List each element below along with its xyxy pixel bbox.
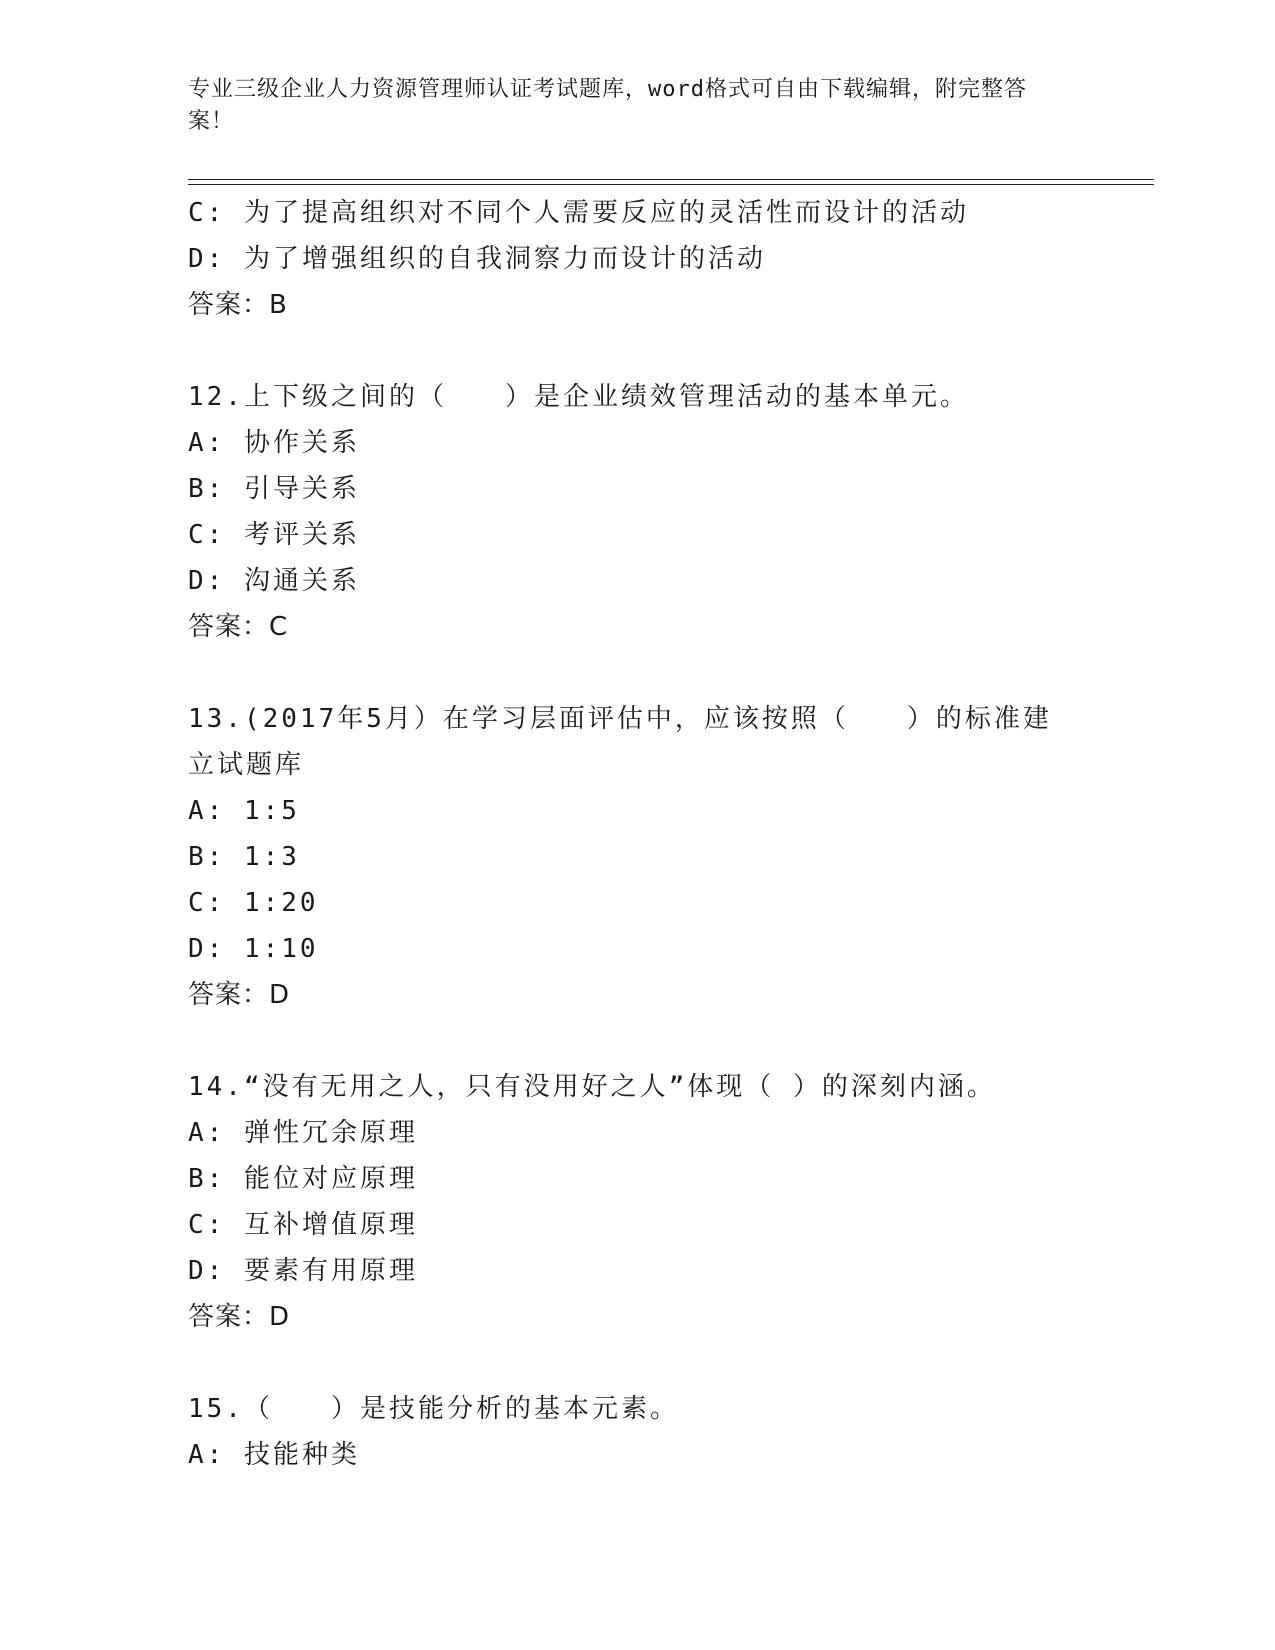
option-a: A: 协作关系	[188, 428, 360, 458]
option-b: B: 能位对应原理	[188, 1164, 418, 1194]
option-a: A: 技能种类	[188, 1440, 360, 1470]
option-d: D: 要素有用原理	[188, 1256, 418, 1286]
question-stem: 12.上下级之间的（ ）是企业绩效管理活动的基本单元。	[188, 382, 969, 412]
answer-line: 答案：B	[188, 290, 288, 320]
option-b: B: 引导关系	[188, 474, 360, 504]
question-stem: 14.“没有无用之人，只有没用好之人”体现（ ）的深刻内涵。	[188, 1072, 996, 1102]
header-divider-bottom	[188, 184, 1154, 185]
option-c: C: 1:20	[188, 888, 319, 918]
question-content	[188, 190, 1088, 1478]
document-header: 专业三级企业人力资源管理师认证考试题库，word格式可自由下载编辑，附完整答案！	[188, 77, 1027, 134]
option-d: D: 为了增强组织的自我洞察力而设计的活动	[188, 244, 766, 274]
option-b: B: 1:3	[188, 842, 300, 872]
option-a: A: 1:5	[188, 796, 300, 826]
answer-line: 答案：D	[188, 1302, 291, 1332]
header-divider-top	[188, 179, 1154, 180]
option-d: D: 沟通关系	[188, 566, 360, 596]
option-c: C: 考评关系	[188, 520, 360, 550]
question-stem: 13.(2017年5月）在学习层面评估中，应该按照（ ）的标准建立试题库	[188, 704, 1052, 780]
option-c: C: 为了提高组织对不同个人需要反应的灵活性而设计的活动	[188, 198, 969, 228]
answer-line: 答案：D	[188, 980, 291, 1010]
question-stem: 15.（ ）是技能分析的基本元素。	[188, 1394, 679, 1424]
option-c: C: 互补增值原理	[188, 1210, 418, 1240]
option-a: A: 弹性冗余原理	[188, 1118, 418, 1148]
answer-line: 答案：C	[188, 612, 289, 642]
option-d: D: 1:10	[188, 934, 319, 964]
